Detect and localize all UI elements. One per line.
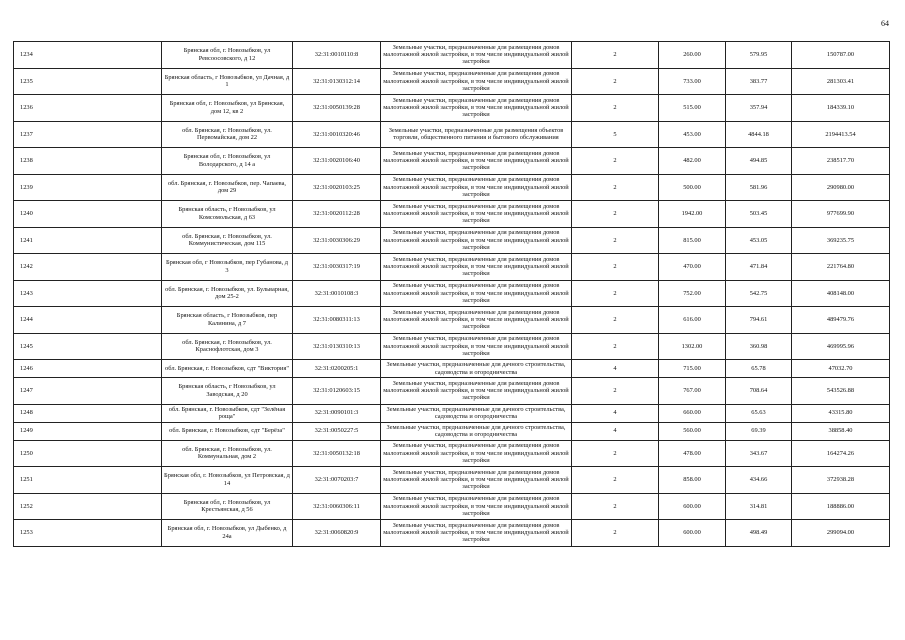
cadastral-value-cell: 290980.00 <box>792 174 890 201</box>
table-row <box>14 467 890 494</box>
land-use-cell: Земельные участки, предназначенные для размещения домов малоэтажной жилой застройки, в том числе индивидуальной жилой застройки <box>381 467 572 494</box>
area-cell: 478.00 <box>659 440 726 467</box>
group-number-cell: 2 <box>572 440 659 467</box>
row-number-cell: 1236 <box>14 95 162 122</box>
area-cell: 733.00 <box>659 68 726 95</box>
group-number-cell: 4 <box>572 360 659 378</box>
land-use-cell: Земельные участки, предназначенные для размещения объектов торговли, общественного питания и бытового обслуживания <box>381 121 572 148</box>
area-cell: 767.00 <box>659 378 726 405</box>
cadastral-number-cell: 32:31:0030317:19 <box>293 254 381 281</box>
specific-value-cell: 343.67 <box>726 440 792 467</box>
row-number-cell: 1253 <box>14 520 162 547</box>
table-row <box>14 148 890 175</box>
address-cell: Брянская область, г Новозыбков, ул Дачная, д 1 <box>162 68 293 95</box>
cadastral-number-cell: 32:31:0030306:29 <box>293 227 381 254</box>
specific-value-cell: 65.78 <box>726 360 792 378</box>
address-cell: обл. Брянская, г. Новозыбков, сдт "Виктория" <box>162 360 293 378</box>
cadastral-value-cell: 543526.88 <box>792 378 890 405</box>
address-cell: Брянская обл, г. Новозыбков, ул Брянская, дом 12, кв 2 <box>162 95 293 122</box>
cadastral-value-cell: 164274.26 <box>792 440 890 467</box>
table-body <box>14 42 890 547</box>
group-number-cell: 2 <box>572 148 659 175</box>
cadastral-value-cell: 47032.70 <box>792 360 890 378</box>
row-number-cell: 1244 <box>14 307 162 334</box>
cadastral-value-table <box>13 41 890 547</box>
land-use-cell: Земельные участки, предназначенные для размещения домов малоэтажной жилой застройки, в том числе индивидуальной жилой застройки <box>381 68 572 95</box>
address-cell: Брянская область, г Новозыбков, ул Заводская, д 20 <box>162 378 293 405</box>
area-cell: 453.00 <box>659 121 726 148</box>
cadastral-value-cell: 977699.90 <box>792 201 890 228</box>
table-row <box>14 404 890 422</box>
row-number-cell: 1235 <box>14 68 162 95</box>
address-cell: обл. Брянская, г. Новозыбков, ул. Бульварная, дом 25-2 <box>162 280 293 307</box>
cadastral-number-cell: 32:31:0020106:40 <box>293 148 381 175</box>
cadastral-value-cell: 150787.00 <box>792 42 890 69</box>
land-use-cell: Земельные участки, предназначенные для размещения домов малоэтажной жилой застройки, в том числе индивидуальной жилой застройки <box>381 493 572 520</box>
cadastral-number-cell: 32:31:0020112:28 <box>293 201 381 228</box>
cadastral-number-cell: 32:31:0090101:3 <box>293 404 381 422</box>
specific-value-cell: 581.96 <box>726 174 792 201</box>
table-row <box>14 422 890 440</box>
address-cell: обл. Брянская, г. Новозыбков, сдт "Берёза" <box>162 422 293 440</box>
cadastral-value-cell: 281303.41 <box>792 68 890 95</box>
address-cell: Брянская обл, г Новозыбков, пер Губанова, д 3 <box>162 254 293 281</box>
specific-value-cell: 579.95 <box>726 42 792 69</box>
area-cell: 752.00 <box>659 280 726 307</box>
area-cell: 616.00 <box>659 307 726 334</box>
area-cell: 815.00 <box>659 227 726 254</box>
table-row <box>14 333 890 360</box>
area-cell: 600.00 <box>659 520 726 547</box>
land-use-cell: Земельные участки, предназначенные для размещения домов малоэтажной жилой застройки, в том числе индивидуальной жилой застройки <box>381 42 572 69</box>
table-row <box>14 201 890 228</box>
table-row <box>14 360 890 378</box>
group-number-cell: 2 <box>572 201 659 228</box>
cadastral-value-cell: 2194413.54 <box>792 121 890 148</box>
group-number-cell: 2 <box>572 174 659 201</box>
cadastral-number-cell: 32:31:0200205:1 <box>293 360 381 378</box>
specific-value-cell: 69.39 <box>726 422 792 440</box>
land-use-cell: Земельные участки, предназначенные для дачного строительства, садоводства и огородничества <box>381 404 572 422</box>
specific-value-cell: 708.64 <box>726 378 792 405</box>
group-number-cell: 2 <box>572 227 659 254</box>
land-use-cell: Земельные участки, предназначенные для размещения домов малоэтажной жилой застройки, в том числе индивидуальной жилой застройки <box>381 520 572 547</box>
cadastral-value-cell: 238517.70 <box>792 148 890 175</box>
cadastral-number-cell: 32:31:0020103:25 <box>293 174 381 201</box>
cadastral-number-cell: 32:31:0060306:11 <box>293 493 381 520</box>
row-number-cell: 1251 <box>14 467 162 494</box>
address-cell: Брянская обл, г. Новозыбков, ул Ревсоосовского, д 12 <box>162 42 293 69</box>
cadastral-value-cell: 408148.00 <box>792 280 890 307</box>
row-number-cell: 1240 <box>14 201 162 228</box>
area-cell: 715.00 <box>659 360 726 378</box>
table-row <box>14 174 890 201</box>
land-use-cell: Земельные участки, предназначенные для размещения домов малоэтажной жилой застройки, в том числе индивидуальной жилой застройки <box>381 201 572 228</box>
area-cell: 600.00 <box>659 493 726 520</box>
cadastral-value-cell: 369235.75 <box>792 227 890 254</box>
table-row <box>14 42 890 69</box>
table-row <box>14 254 890 281</box>
specific-value-cell: 383.77 <box>726 68 792 95</box>
row-number-cell: 1247 <box>14 378 162 405</box>
cadastral-value-cell: 299094.00 <box>792 520 890 547</box>
address-cell: Брянская обл, г. Новозыбков, ул Петровская, д 14 <box>162 467 293 494</box>
row-number-cell: 1242 <box>14 254 162 281</box>
cadastral-number-cell: 32:31:0070203:7 <box>293 467 381 494</box>
address-cell: Брянская обл, г. Новозыбков, ул Володарского, д 14 а <box>162 148 293 175</box>
cadastral-number-cell: 32:31:0060820:9 <box>293 520 381 547</box>
row-number-cell: 1243 <box>14 280 162 307</box>
address-cell: обл. Брянская, г. Новозыбков, ул. Краснофлотская, дом 3 <box>162 333 293 360</box>
specific-value-cell: 494.85 <box>726 148 792 175</box>
group-number-cell: 2 <box>572 68 659 95</box>
row-number-cell: 1238 <box>14 148 162 175</box>
address-cell: обл. Брянская, г. Новозыбков, сдт "Зелёная роща" <box>162 404 293 422</box>
specific-value-cell: 498.49 <box>726 520 792 547</box>
area-cell: 560.00 <box>659 422 726 440</box>
table-row <box>14 378 890 405</box>
area-cell: 482.00 <box>659 148 726 175</box>
specific-value-cell: 4844.18 <box>726 121 792 148</box>
cadastral-value-cell: 372938.28 <box>792 467 890 494</box>
group-number-cell: 2 <box>572 333 659 360</box>
area-cell: 660.00 <box>659 404 726 422</box>
table-row <box>14 227 890 254</box>
table-row <box>14 121 890 148</box>
group-number-cell: 5 <box>572 121 659 148</box>
cadastral-number-cell: 32:31:0050132:18 <box>293 440 381 467</box>
group-number-cell: 2 <box>572 467 659 494</box>
land-use-cell: Земельные участки, предназначенные для размещения домов малоэтажной жилой застройки, в том числе индивидуальной жилой застройки <box>381 280 572 307</box>
cadastral-value-cell: 38858.40 <box>792 422 890 440</box>
address-cell: обл. Брянская, г. Новозыбков, ул. Коммунальная, дом 2 <box>162 440 293 467</box>
table-row <box>14 520 890 547</box>
row-number-cell: 1250 <box>14 440 162 467</box>
specific-value-cell: 357.94 <box>726 95 792 122</box>
table-row <box>14 280 890 307</box>
group-number-cell: 2 <box>572 378 659 405</box>
area-cell: 1942.00 <box>659 201 726 228</box>
row-number-cell: 1246 <box>14 360 162 378</box>
cadastral-number-cell: 32:31:0120603:15 <box>293 378 381 405</box>
area-cell: 515.00 <box>659 95 726 122</box>
row-number-cell: 1241 <box>14 227 162 254</box>
address-cell: обл. Брянская, г. Новозыбков, ул. Коммунистическая, дом 115 <box>162 227 293 254</box>
cadastral-number-cell: 32:31:0130310:13 <box>293 333 381 360</box>
area-cell: 260.00 <box>659 42 726 69</box>
land-use-cell: Земельные участки, предназначенные для размещения домов малоэтажной жилой застройки, в том числе индивидуальной жилой застройки <box>381 148 572 175</box>
specific-value-cell: 453.05 <box>726 227 792 254</box>
area-cell: 470.00 <box>659 254 726 281</box>
row-number-cell: 1234 <box>14 42 162 69</box>
cadastral-value-cell: 43315.80 <box>792 404 890 422</box>
group-number-cell: 2 <box>572 307 659 334</box>
specific-value-cell: 314.81 <box>726 493 792 520</box>
cadastral-number-cell: 32:31:0050227:5 <box>293 422 381 440</box>
row-number-cell: 1239 <box>14 174 162 201</box>
address-cell: Брянская обл, г. Новозыбков, ул Дыбенко, д 24а <box>162 520 293 547</box>
table-row <box>14 307 890 334</box>
cadastral-number-cell: 32:31:0010320:46 <box>293 121 381 148</box>
area-cell: 500.00 <box>659 174 726 201</box>
cadastral-number-cell: 32:31:0010110:8 <box>293 42 381 69</box>
cadastral-number-cell: 32:31:0080311:13 <box>293 307 381 334</box>
row-number-cell: 1249 <box>14 422 162 440</box>
address-cell: обл. Брянская, г. Новозыбков, ул. Первомайская, дом 22 <box>162 121 293 148</box>
land-use-cell: Земельные участки, предназначенные для размещения домов малоэтажной жилой застройки, в том числе индивидуальной жилой застройки <box>381 378 572 405</box>
cadastral-number-cell: 32:31:0130312:14 <box>293 68 381 95</box>
row-number-cell: 1252 <box>14 493 162 520</box>
page-number: 64 <box>881 19 889 28</box>
group-number-cell: 2 <box>572 254 659 281</box>
land-use-cell: Земельные участки, предназначенные для размещения домов малоэтажной жилой застройки, в том числе индивидуальной жилой застройки <box>381 440 572 467</box>
row-number-cell: 1237 <box>14 121 162 148</box>
specific-value-cell: 65.63 <box>726 404 792 422</box>
area-cell: 1302.00 <box>659 333 726 360</box>
land-use-cell: Земельные участки, предназначенные для дачного строительства, садоводства и огородничества <box>381 422 572 440</box>
land-use-cell: Земельные участки, предназначенные для дачного строительства, садоводства и огородничества <box>381 360 572 378</box>
cadastral-value-cell: 489479.76 <box>792 307 890 334</box>
specific-value-cell: 360.98 <box>726 333 792 360</box>
group-number-cell: 2 <box>572 280 659 307</box>
table-row <box>14 493 890 520</box>
land-use-cell: Земельные участки, предназначенные для размещения домов малоэтажной жилой застройки, в том числе индивидуальной жилой застройки <box>381 227 572 254</box>
address-cell: Брянская область, г Новозыбков, пер Калинина, д 7 <box>162 307 293 334</box>
specific-value-cell: 503.45 <box>726 201 792 228</box>
row-number-cell: 1248 <box>14 404 162 422</box>
land-use-cell: Земельные участки, предназначенные для размещения домов малоэтажной жилой застройки, в том числе индивидуальной жилой застройки <box>381 307 572 334</box>
group-number-cell: 2 <box>572 42 659 69</box>
row-number-cell: 1245 <box>14 333 162 360</box>
cadastral-number-cell: 32:31:0050139:28 <box>293 95 381 122</box>
group-number-cell: 2 <box>572 520 659 547</box>
specific-value-cell: 434.66 <box>726 467 792 494</box>
table-row <box>14 440 890 467</box>
land-use-cell: Земельные участки, предназначенные для размещения домов малоэтажной жилой застройки, в том числе индивидуальной жилой застройки <box>381 254 572 281</box>
cadastral-number-cell: 32:31:0010108:3 <box>293 280 381 307</box>
cadastral-value-cell: 188886.00 <box>792 493 890 520</box>
specific-value-cell: 794.61 <box>726 307 792 334</box>
address-cell: Брянская область, г Новозыбков, ул Комсомольская, д 63 <box>162 201 293 228</box>
land-use-cell: Земельные участки, предназначенные для размещения домов малоэтажной жилой застройки, в том числе индивидуальной жилой застройки <box>381 95 572 122</box>
group-number-cell: 2 <box>572 95 659 122</box>
cadastral-value-cell: 184339.10 <box>792 95 890 122</box>
land-use-cell: Земельные участки, предназначенные для размещения домов малоэтажной жилой застройки, в том числе индивидуальной жилой застройки <box>381 174 572 201</box>
group-number-cell: 2 <box>572 493 659 520</box>
specific-value-cell: 471.84 <box>726 254 792 281</box>
table-row <box>14 68 890 95</box>
group-number-cell: 4 <box>572 422 659 440</box>
cadastral-value-cell: 469995.96 <box>792 333 890 360</box>
table-row <box>14 95 890 122</box>
address-cell: обл. Брянская, г. Новозыбков, пер. Чапаева, дом 29 <box>162 174 293 201</box>
address-cell: Брянская обл, г. Новозыбков, ул Крестьянская, д 56 <box>162 493 293 520</box>
group-number-cell: 4 <box>572 404 659 422</box>
area-cell: 858.00 <box>659 467 726 494</box>
land-use-cell: Земельные участки, предназначенные для размещения домов малоэтажной жилой застройки, в том числе индивидуальной жилой застройки <box>381 333 572 360</box>
cadastral-value-cell: 221764.80 <box>792 254 890 281</box>
specific-value-cell: 542.75 <box>726 280 792 307</box>
